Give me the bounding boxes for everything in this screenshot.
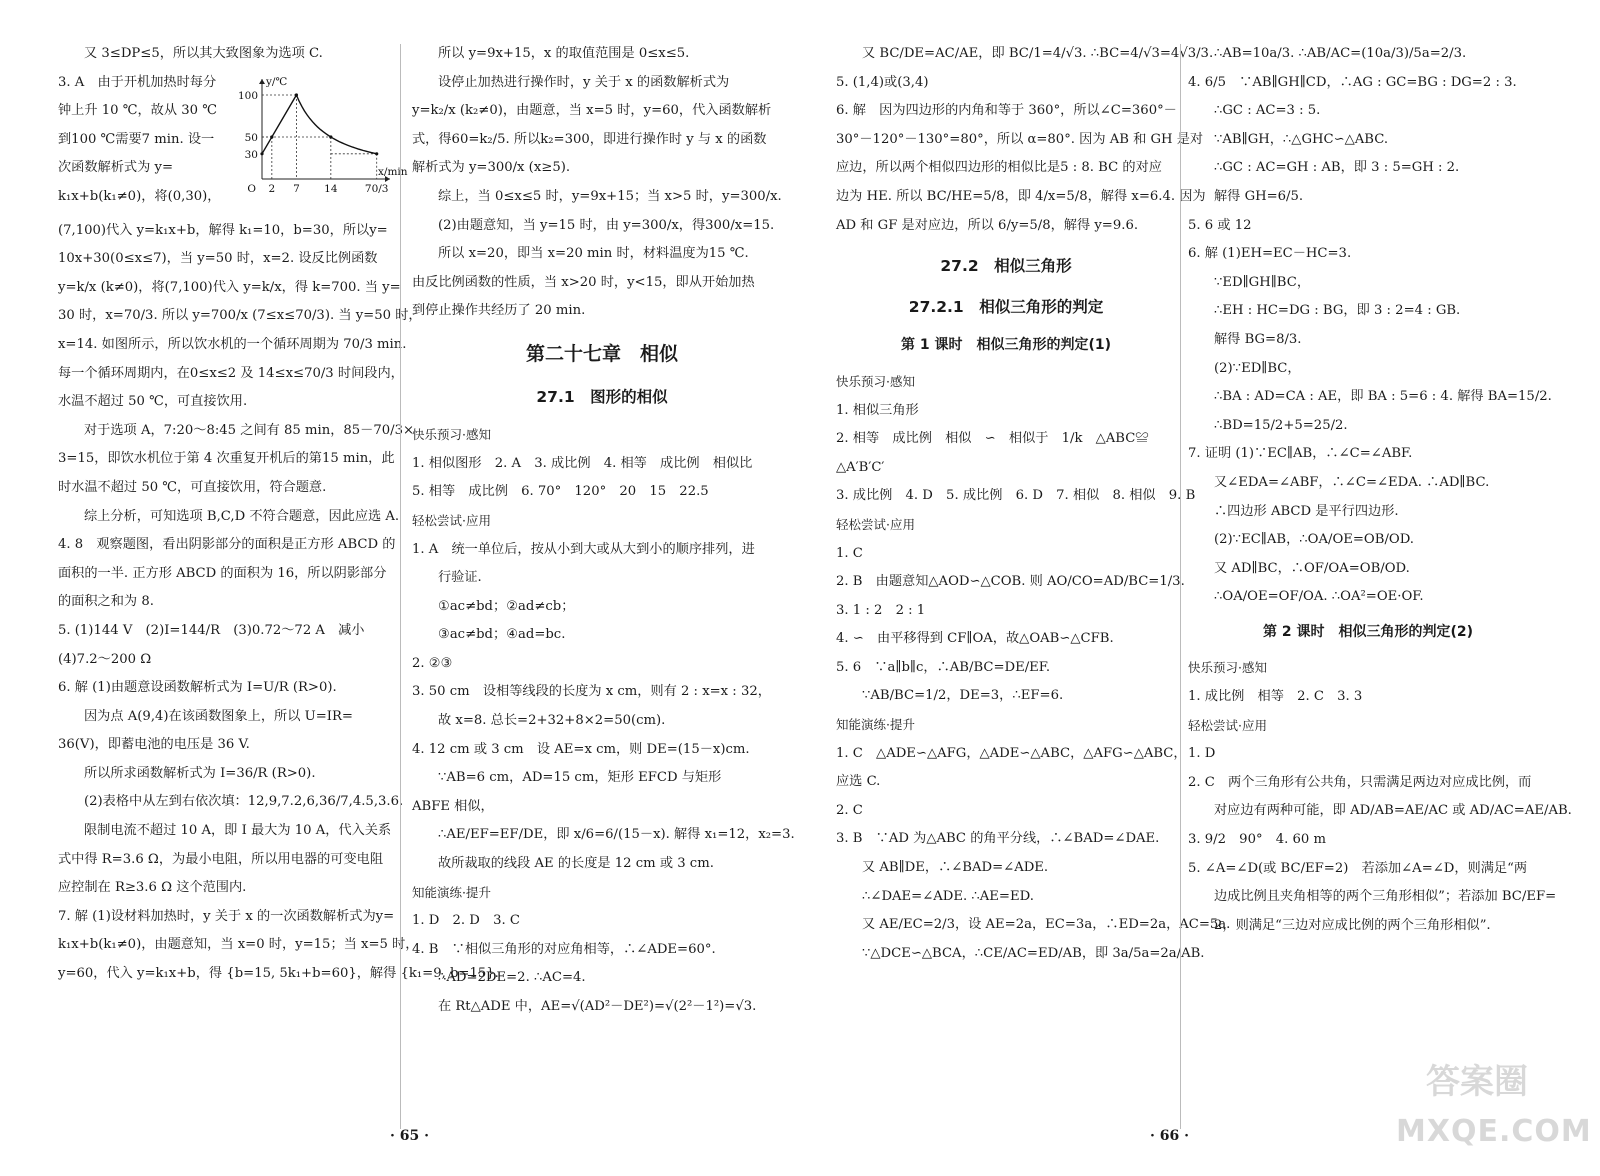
text-line: y=60，代入 y=k₁x+b，得 {b=15, 5k₁+b=60}，解得 {k₁=9, b=15}. [58,966,499,982]
text-line: 6. 解 因为四边形的内角和等于 360°，所以∠C=360°－ [836,103,1177,119]
text-line: x=14. 如图所示，所以饮水机的一个循环周期为 70/3 min. [58,336,407,352]
x-tick-label: 2 [268,182,276,195]
text-line: 所以 y=9x+15，x 的取值范围是 0≤x≤5. [438,46,690,61]
text-line: 故所裁取的线段 AE 的长度是 12 cm 或 3 cm. [438,856,714,872]
text-line: 1. D 2. D 3. C [412,913,520,929]
text-line: 又 AE/EC=2/3，设 AE=2a，EC=3a，∴ED=2a，AC=5a. [862,917,1231,933]
text-line: 1. D [1188,746,1216,762]
section-tag: 轻松尝试·应用 [1188,717,1267,733]
y-tick-label: 30 [244,148,258,161]
text-line: 边为 HE. 所以 BC/HE=5/8，即 4/x=5/8，解得 x=6.4. 因为 [836,188,1206,204]
text-line: 5. ∠A=∠D(或 BC/EF=2) 若添加∠A=∠D，则满足“两 [1188,860,1528,876]
text-line: 4. 12 cm 或 3 cm 设 AE=x cm，则 DE=(15－x)cm. [412,741,750,757]
text-line: ∴GC : AC=3 : 5. [1214,103,1321,119]
x-tick-label: 7 [293,182,300,195]
text-line: ∴∠DAE=∠ADE. ∴AE=ED. [862,888,1034,904]
text-line: 水温不超过 50 ℃，可直接饮用. [58,394,248,410]
text-line: 又 AB∥DE，∴∠BAD=∠ADE. [862,860,1049,876]
text-line: 4. 8 观察题图，看出阴影部分的面积是正方形 ABCD 的 [58,537,396,553]
text-line: 2，则满足“三边对应成比例的两个三角形相似”. [1214,917,1491,933]
text-line: (2)∵ED∥BC， [1214,360,1301,376]
section-tag: 轻松尝试·应用 [412,512,491,528]
x-tick-label: 70/3 [364,182,389,195]
text-line: (2)由题意知，当 y=15 时，由 y=300/x，得300/x=15. [438,217,775,233]
text-line: 36(V)，即蓄电池的电压是 36 V. [58,737,250,753]
text-line: 1. 相似三角形 [836,402,919,418]
text-line: ∴BA : AD=CA : AE，即 BA : 5=6 : 4. 解得 BA=15/2. [1214,389,1552,405]
x-tick-label: 14 [324,182,338,195]
text-line: ∴四边形 ABCD 是平行四边形. [1214,503,1399,519]
text-line: ∵△DCE∽△BCA，∴CE/AC=ED/AB，即 3a/5a=2a/AB. [862,945,1205,961]
text-line: 因为点 A(9,4)在该函数图象上，所以 U=IR= [84,708,353,724]
text-line: 4. ∽ 由平移得到 CF∥OA，故△OAB∽△CFB. [836,631,1114,647]
text-line: 式，得60=k₂/5. 所以k₂=300，即进行操作时 y 与 x 的函数 [412,131,767,147]
text-line: 对应边有两种可能，即 AD/AB=AE/AC 或 AD/AC=AE/AB. [1214,803,1572,819]
text-line: ①ac≠bd；②ad≠cb； [438,598,575,614]
text-line: 1. 成比例 相等 2. C 3. 3 [1188,689,1363,705]
page-number-value: 65 [399,1128,420,1144]
text-line: 2. B 由题意知△AOD∽△COB. 则 AO/CO=AD/BC=1/3. [836,574,1185,590]
origin-label: O [247,182,256,195]
text-line: (7,100)代入 y=k₁x+b，解得 k₁=10，b=30，所以y= [58,222,388,238]
page-number-left: · 65 · [390,1128,429,1144]
lesson-title: 第 1 课时 相似三角形的判定(1) [900,337,1112,354]
text-line: ∴AD=2DE=2. ∴AC=4. [438,970,586,986]
text-line: 2. C 两个三角形有公共角，只需满足两边对应成比例，而 [1188,774,1532,790]
text-line: 1. C △ADE∽△AFG，△ADE∽△ABC，△AFG∽△ABC， [836,745,1187,761]
text-line: 又 BC/DE=AC/AE，即 BC/1=4/√3. ∴BC=4/√3=4√3/3. [862,46,1214,61]
text-line: 到停止操作共经历了 20 min. [412,303,586,319]
text-line: 由反比例函数的性质，当 x>20 时，y<15，即从开始加热 [412,274,755,290]
text-line: 5. 6 ∵a∥b∥c，∴AB/BC=DE/EF. [836,659,1051,675]
text-line: 限制电流不超过 10 A，即 I 最大为 10 A，代入关系 [84,823,392,839]
text-line: 故 x=8. 总长=2+32+8×2=50(cm). [438,713,666,729]
text-line: 3. 成比例 4. D 5. 成比例 6. D 7. 相似 8. 相似 9. B [836,488,1196,504]
page-number-right: · 66 · [1150,1128,1189,1144]
text-line: 所以所求函数解析式为 I=36/R (R>0). [84,765,316,781]
y-axis-arrow [259,79,265,84]
text-line: y=k/x (k≠0)，将(7,100)代入 y=k/x，得 k=700. 当 y= [58,279,401,295]
text-line: 次函数解析式为 y= [58,160,174,176]
temperature-chart [236,71,408,211]
text-line: 解得 BG=8/3. [1214,331,1302,347]
text-line: ∴BD=15/2+5=25/2. [1214,417,1348,433]
text-line: 的面积之和为 8. [58,594,154,610]
column-divider [400,44,401,1129]
data-point [270,135,273,138]
text-line: 解得 GH=6/5. [1214,188,1304,204]
data-point [375,152,378,155]
x-axis-label: x/min [378,165,408,178]
text-line: (2)∵EC∥AB，∴OA/OE=OB/OD. [1214,532,1414,548]
text-line: 30 时，x=70/3. 所以 y=700/x (7≤x≤70/3). 当 y=50 时， [58,308,422,324]
text-line: 30°－120°－130°=80°，所以 α=80°. 因为 AB 和 GH 是对 [836,131,1204,147]
text-line: ∴AE/EF=EF/DE，即 x/6=6/(15－x). 解得 x₁=12，x₂=3. [438,827,795,843]
text-line: 在 Rt△ADE 中，AE=√(AD²－DE²)=√(2²－1²)=√3. [438,999,757,1014]
section-tag: 轻松尝试·应用 [836,516,915,532]
subsection-title: 27.2.1 相似三角形的判定 [908,297,1104,316]
text-line: 2. C [836,802,863,818]
text-line: 5. (1,4)或(3,4) [836,74,929,90]
text-line: 对于选项 A，7:20～8:45 之间有 85 min，85－70/3× [84,422,415,438]
series-line-heating [262,95,296,154]
section-tag: 快乐预习·感知 [836,373,915,389]
text-line: ∴GC : AC=GH : AB，即 3 : 5=GH : 2. [1214,160,1460,176]
text-line: ∴EH : HC=DG : BG，即 3 : 2=4 : GB. [1214,303,1461,319]
text-line: ABFE 相似， [412,798,494,814]
text-line: 又∠EDA=∠ABF，∴∠C=∠EDA. ∴AD∥BC. [1214,474,1490,490]
text-line: 又 3≤DP≤5，所以其大致图象为选项 C. [84,46,323,61]
text-line: 到100 ℃需要7 min. 设一 [58,131,215,147]
text-line: ∵AB=6 cm，AD=15 cm，矩形 EFCD 与矩形 [438,770,722,786]
text-line: 又 AD∥BC，∴OF/OA=OB/OD. [1214,560,1410,576]
text-line: 设停止加热进行操作时，y 关于 x 的函数解析式为 [438,74,730,90]
text-line: 时水温不超过 50 ℃，可直接饮用，符合题意. [58,479,327,495]
text-line: ③ac≠bd；④ad=bc. [438,627,566,643]
section-tag: 快乐预习·感知 [1188,660,1267,676]
text-line: ∵AB/BC=1/2，DE=3，∴EF=6. [862,688,1064,704]
chapter-title: 第二十七章 相似 [525,342,678,365]
text-line: 边成比例且夹角相等的两个三角形相似”；若添加 BC/EF= [1214,889,1557,905]
y-axis-label: y/℃ [266,75,288,88]
text-line: 应选 C. [836,774,881,790]
text-line: 1. A 统一单位后，按从小到大或从大到小的顺序排列，进 [412,541,755,557]
column-divider [1180,44,1181,1129]
section-tag: 知能演练·提升 [412,884,491,900]
text-line: 5. 相等 成比例 6. 70° 120° 20 15 22.5 [412,484,709,500]
text-line: 式中得 R=3.6 Ω，为最小电阻，所以用电器的可变电阻 [58,851,384,867]
text-line: 5. (1)144 V (2)I=144/R (3)0.72～72 A 减小 [58,622,365,638]
text-line: (4)7.2～200 Ω [58,651,152,667]
text-line: AD 和 GF 是对应边，所以 6/y=5/8，解得 y=9.6. [836,217,1139,233]
text-line: 应边，所以两个相似四边形的相似比是5 : 8. BC 的对应 [836,160,1162,176]
text-line: 5. 6 或 12 [1188,217,1252,233]
text-line: 应控制在 R≥3.6 Ω 这个范围内. [58,880,247,896]
text-line: k₁x+b(k₁≠0)，将(0,30)， [58,188,221,204]
text-line: k₁x+b(k₁≠0)，由题意知，当 x=0 时，y=15；当 x=5 时， [58,937,419,953]
answer-3-block [58,69,408,217]
text-line: (2)表格中从左到右依次填：12,9,7.2,6,36/7,4.5,3.6. [84,794,404,810]
text-line: 4. 6/5 ∵AB∥GH∥CD，∴AG : GC=BG : DG=2 : 3. [1188,74,1517,90]
text-line: 3. 9/2 90° 4. 60 m [1188,832,1326,848]
text-line: 1. 相似图形 2. A 3. 成比例 4. 相等 成比例 相似比 [412,455,753,471]
data-point [260,152,263,155]
text-line: 综上，当 0≤x≤5 时，y=9x+15；当 x>5 时，y=300/x. [438,188,782,204]
text-line: 6. 解 (1)EH=EC－HC=3. [1188,246,1352,262]
y-tick-label: 100 [237,89,258,102]
text-line: 3=15，即饮水机位于第 4 次重复开机后的第15 min，此 [58,451,395,467]
text-line: 面积的一半. 正方形 ABCD 的面积为 16，所以阴影部分 [58,565,387,581]
text-line: 7. 解 (1)设材料加热时，y 关于 x 的一次函数解析式为y= [58,908,395,924]
watermark-logo: 答案圈 MXQE.COM [1396,1062,1592,1149]
series-line-cooling [296,95,376,154]
text-line: 解析式为 y=300/x (x≥5). [412,160,571,176]
text-line: 7. 证明 (1)∵EC∥AB，∴∠C=∠ABF. [1188,446,1413,462]
text-line: 6. 解 (1)由题意设函数解析式为 I=U/R (R>0). [58,680,337,696]
text-line: ∵AB∥GH，∴△GHC∽△ABC. [1214,131,1389,147]
text-line: 3. A 由于开机加热时每分 [58,74,217,90]
text-line: 钟上升 10 ℃，故从 30 ℃ [58,103,217,119]
lesson-title: 第 2 课时 相似三角形的判定(2) [1262,623,1474,640]
text-line: ∴AB=10a/3. ∴AB/AC=(10a/3)/5a=2/3. [1214,46,1467,61]
text-line: 所以 x=20，即当 x=20 min 时，材料温度为15 ℃. [438,246,749,262]
text-line: 1. C [836,545,863,561]
text-line: 3. B ∵AD 为△ABC 的角平分线，∴∠BAD=∠DAE. [836,831,1160,847]
text-line: 每一个循环周期内，在0≤x≤2 及 14≤x≤70/3 时间段内， [58,365,404,381]
y-tick-label: 50 [244,131,258,144]
text-line: 10x+30(0≤x≤7)，当 y=50 时，x=2. 设反比例函数 [58,251,378,267]
section-title: 27.2 相似三角形 [940,257,1072,276]
text-line: 3. 1 : 2 2 : 1 [836,602,926,618]
right-page-column-2 [1188,40,1572,940]
page-number-value: 66 [1159,1128,1180,1144]
text-line: y=k₂/x (k₂≠0)，由题意，当 x=5 时，y=60，代入函数解析 [412,103,772,119]
section-tag: 知能演练·提升 [836,717,915,733]
text-line: ∴OA/OE=OF/OA. ∴OA²=OE·OF. [1214,589,1424,605]
data-point [295,93,298,96]
section-tag: 快乐预习·感知 [412,427,491,443]
text-line: △A′B′C′ [836,459,885,475]
text-line: 2. 相等 成比例 相似 ∽ 相似于 1/k △ABC≌ [836,431,1149,447]
text-line: 4. B ∵相似三角形的对应角相等，∴∠ADE=60°. [412,941,716,957]
data-point [329,135,332,138]
text-line: 3. 50 cm 设相等线段的长度为 x cm，则有 2 : x=x : 32， [412,684,771,700]
text-line: 行验证. [438,570,482,586]
text-line: 综上分析，可知选项 B,C,D 不符合题意，因此应选 A. [84,508,400,524]
section-title: 27.1 图形的相似 [536,387,668,406]
left-page-column-2 [412,40,795,1022]
text-line: 2. ②③ [412,655,453,671]
text-line: ∵ED∥GH∥BC， [1214,274,1311,290]
